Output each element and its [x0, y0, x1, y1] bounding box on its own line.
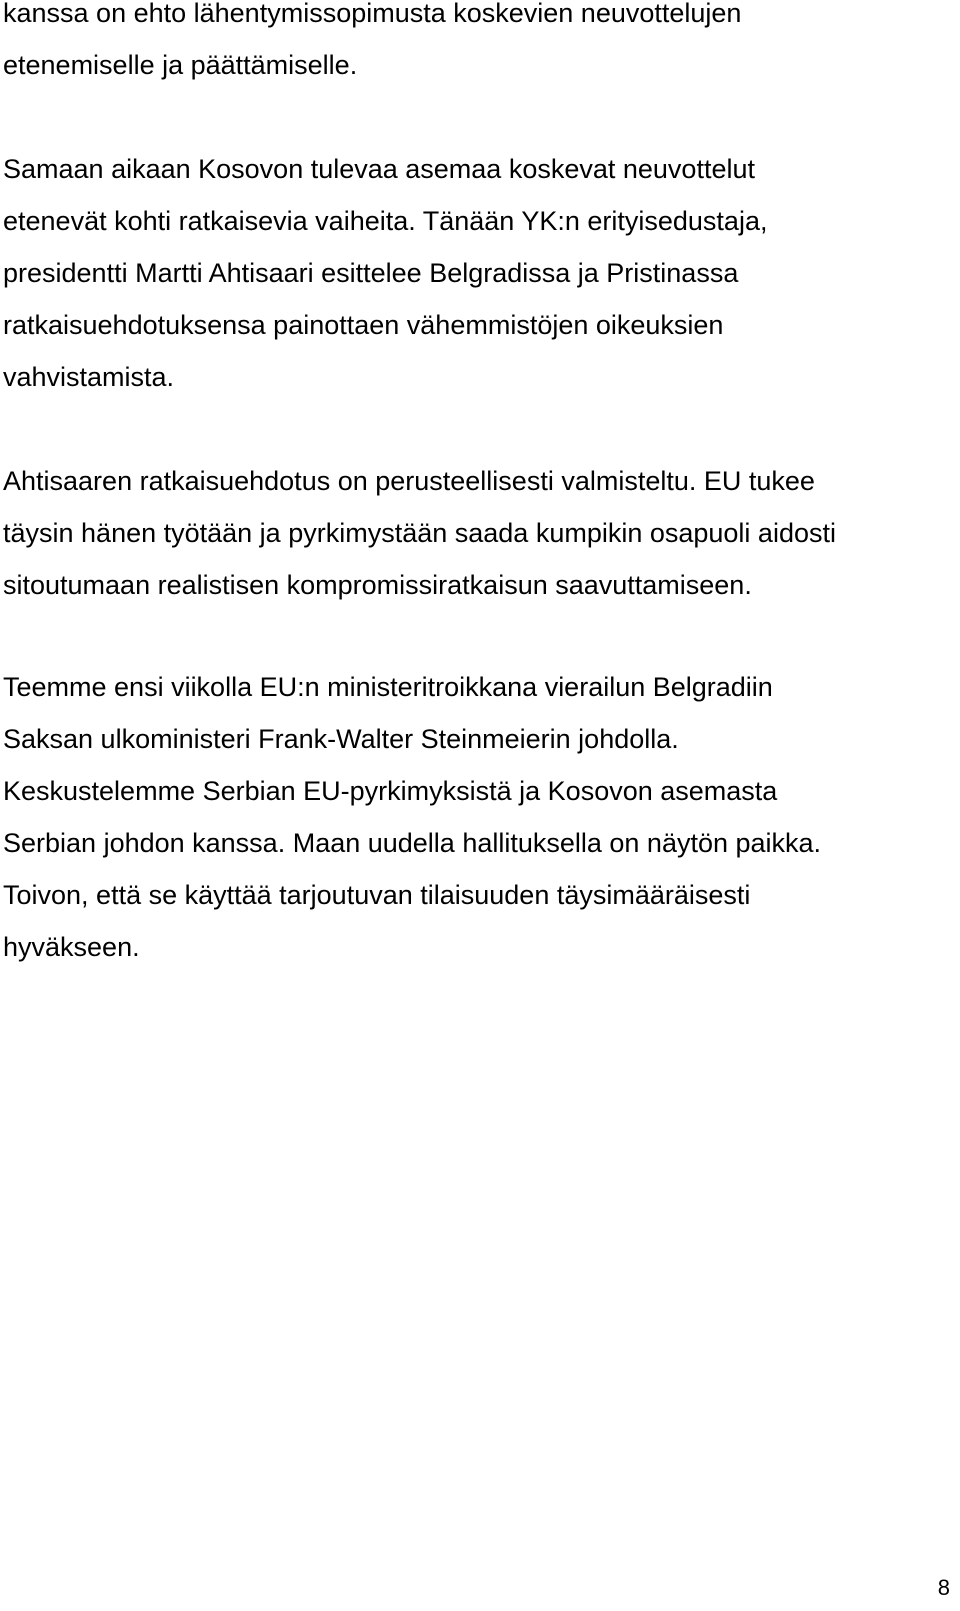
paragraph-line: presidentti Martti Ahtisaari esittelee Belgradissa ja Pristinassa: [3, 258, 739, 288]
paragraph-line: etenevät kohti ratkaisevia vaiheita. Tänään YK:n erityisedustaja,: [3, 206, 768, 236]
paragraph-line: ratkaisuehdotuksensa painottaen vähemmistöjen oikeuksien: [3, 310, 724, 340]
paragraph-line: Serbian johdon kanssa. Maan uudella hallituksella on näytön paikka.: [3, 828, 822, 858]
paragraph-line: Toivon, että se käyttää tarjoutuvan tilaisuuden täysimääräisesti: [3, 880, 751, 910]
paragraph-line: kanssa on ehto lähentymissopimusta koskevien neuvottelujen: [3, 0, 742, 28]
paragraph-line: etenemiselle ja päättämiselle.: [3, 50, 358, 80]
page-number: 8: [937, 1575, 950, 1600]
paragraph-line: hyväkseen.: [3, 932, 140, 962]
paragraph-line: Ahtisaaren ratkaisuehdotus on perusteellisesti valmisteltu. EU tukee: [3, 466, 815, 496]
paragraph-line: Keskustelemme Serbian EU-pyrkimyksistä ja Kosovon asemasta: [3, 776, 778, 806]
paragraph-line: Samaan aikaan Kosovon tulevaa asemaa koskevat neuvottelut: [3, 154, 755, 184]
paragraph-line: vahvistamista.: [3, 362, 175, 392]
paragraph-line: Saksan ulkoministeri Frank-Walter Steinmeierin johdolla.: [3, 724, 679, 754]
paragraph-line: Teemme ensi viikolla EU:n ministeritroikkana vierailun Belgradiin: [3, 672, 773, 702]
paragraph-line: sitoutumaan realistisen kompromissiratkaisun saavuttamiseen.: [3, 570, 752, 600]
paragraph-line: täysin hänen työtään ja pyrkimystään saada kumpikin osapuoli aidosti: [3, 518, 836, 548]
